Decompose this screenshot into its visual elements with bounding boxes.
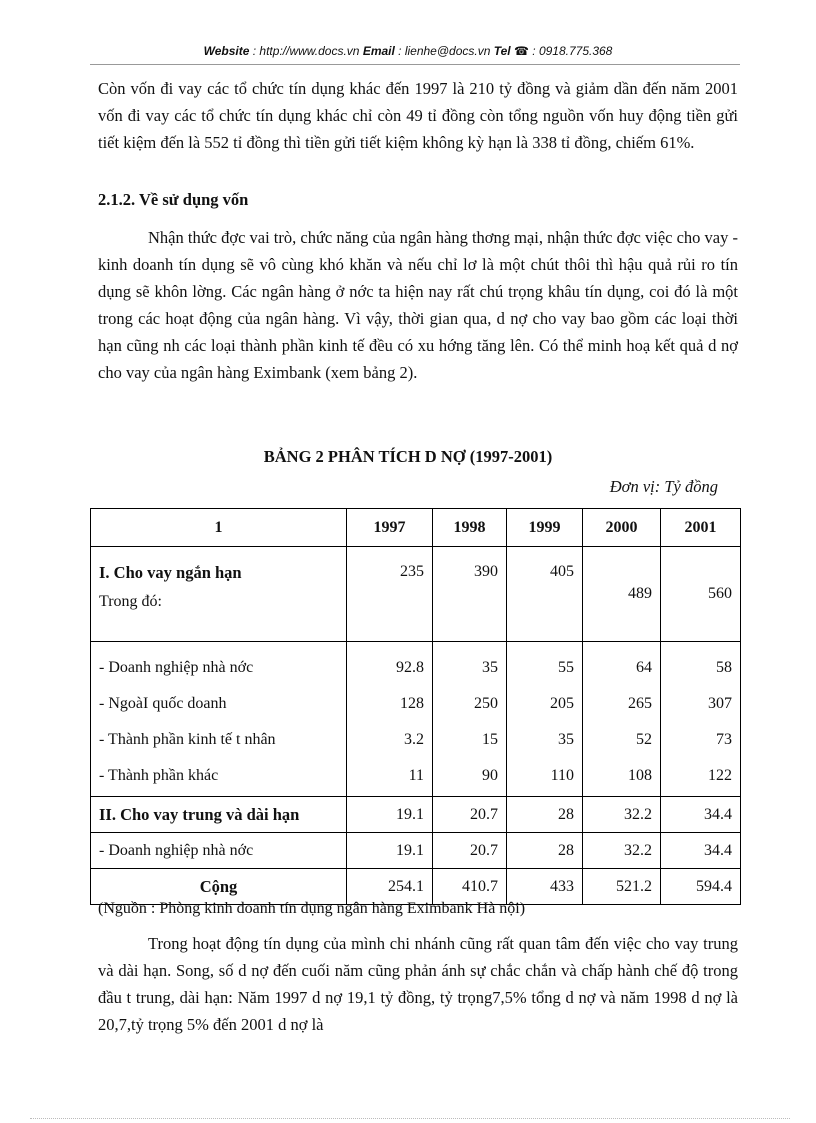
short-term-row (91, 547, 741, 642)
table-cell: 52 (636, 731, 652, 748)
table-cell: 307 (708, 695, 732, 712)
table-cell: 64 (636, 659, 652, 676)
item-label: - Thành phần kinh tế t nhân (99, 731, 276, 748)
table-cell: 405 (507, 547, 583, 642)
table-cell: 235 (347, 547, 433, 642)
section-heading: 2.1.2. Về sử dụng vốn (98, 190, 249, 209)
total-label: Cộng (91, 869, 347, 905)
table-cell: 55 (558, 659, 574, 676)
long-term-item-row (91, 833, 741, 869)
table-cell: 560 (661, 547, 741, 642)
source-note: (Nguồn : Phòng kinh doanh tín dụng ngân hàng Eximbank Hà nội) (98, 900, 526, 917)
loan-table (90, 508, 741, 905)
table-cell: 73 (716, 731, 732, 748)
table-cell: 92.8 (396, 659, 424, 676)
header-cell: 2001 (661, 509, 741, 547)
closing-paragraph: Trong hoạt động tín dụng của mình chi nhánh cũng rất quan tâm đến việc cho vay trung và dài hạn. Song, số d nợ đến cuối năm cũng phản ánh sự chắc chắn và chấp hành chế độ trong đầu t trung, dài hạn: Năm 1997 d nợ 19,1 tỷ đồng, tỷ trọng7,5% tổng d nợ và năm 1998 d nợ là 20,7,tỷ trọng 5% đến 2001 d nợ là (98, 934, 738, 1034)
table-cell: 594.4 (661, 869, 741, 905)
item-label: - Thành phần khác (99, 767, 219, 784)
table-cell: 489 (583, 547, 661, 642)
header-divider (90, 64, 740, 65)
email-value: : lienhe@docs.vn (394, 44, 494, 58)
website-label: Website (203, 44, 250, 58)
table-cell: 410.7 (433, 869, 507, 905)
header-cell: 1998 (433, 509, 507, 547)
table-cell: 390 (433, 547, 507, 642)
table-header-row (91, 509, 741, 547)
table-cell: 28 (507, 833, 583, 869)
table-cell: 20.7 (433, 797, 507, 833)
table-cell: 34.4 (661, 797, 741, 833)
table-cell: 15 (482, 731, 498, 748)
table-cell: 128 (400, 695, 424, 712)
item-label: - Doanh nghiệp nhà nớc (99, 659, 254, 676)
footer-divider (30, 1118, 790, 1119)
table-cell: 28 (507, 797, 583, 833)
website-value: : http://www.docs.vn (249, 44, 363, 58)
table-cell: 90 (482, 767, 498, 784)
table-cell: 19.1 (347, 833, 433, 869)
intro-paragraph: Còn vốn đi vay các tổ chức tín dụng khác đến 1997 là 210 tỷ đồng và giảm dần đến năm 2001 vốn đi vay các tổ chức tín dụng khác chỉ còn 49 tỉ đồng còn tổng nguồn vốn huy động tiền gửi tiết kiệm đến là 552 tỉ đồng thì tiền gửi tiết kiệm không kỳ hạn là 338 tỉ đồng, chiếm 61%. (98, 79, 738, 152)
item-label: - NgoàI quốc doanh (99, 695, 227, 712)
table-cell: 11 (408, 767, 424, 784)
long-term-row (91, 797, 741, 833)
header-cell: 1 (91, 509, 347, 547)
table-cell: 108 (628, 767, 652, 784)
short-term-items-row (91, 642, 741, 797)
table-cell: 521.2 (583, 869, 661, 905)
table-cell: 122 (708, 767, 732, 784)
header-cell: 2000 (583, 509, 661, 547)
header-cell: 1999 (507, 509, 583, 547)
table-cell: 265 (628, 695, 652, 712)
table-cell: 34.4 (661, 833, 741, 869)
table-cell: 32.2 (583, 833, 661, 869)
item-label: - Doanh nghiệp nhà nớc (91, 833, 347, 869)
table-cell: 32.2 (583, 797, 661, 833)
table-cell: 254.1 (347, 869, 433, 905)
page-header (0, 44, 816, 58)
table-cell: 19.1 (347, 797, 433, 833)
section-paragraph: Nhận thức đợc vai trò, chức năng của ngân hàng thơng mại, nhận thức đợc việc cho vay - kinh doanh tín dụng sẽ vô cùng khó khăn và nếu chỉ lơ là một chút thôi thì hậu quả rủi ro tín dụng sẽ khôn lờng. Các ngân hàng ở nớc ta hiện nay rất chú trọng khâu tín dụng, coi đó là một trong các hoạt động của ngân hàng. Vì vậy, thời gian qua, d nợ cho vay bao gồm các loại thời hạn cũng nh các loại thành phần kinh tế đều có xu hớng tăng lên. Có thể minh hoạ kết quả d nợ cho vay của ngân hàng Eximbank (xem bảng 2). (98, 228, 738, 382)
short-term-label: I. Cho vay ngắn hạn (99, 563, 242, 582)
table-cell: 35 (482, 659, 498, 676)
table-cell: 20.7 (433, 833, 507, 869)
table-unit: Đơn vị: Tỷ đồng (609, 477, 718, 496)
tel-value: : 0918.775.368 (528, 44, 613, 58)
table-cell: 433 (507, 869, 583, 905)
table-cell: 110 (550, 767, 574, 784)
table-title: BẢNG 2 PHÂN TÍCH D NỢ (1997-2001) (263, 447, 553, 466)
tel-label: Tel (493, 44, 511, 58)
table-cell: 250 (474, 695, 498, 712)
long-term-label: II. Cho vay trung và dài hạn (91, 797, 347, 833)
phone-icon: ☎ (513, 44, 529, 58)
table-cell: 205 (550, 695, 574, 712)
table-cell: 58 (716, 659, 732, 676)
email-label: Email (362, 44, 395, 58)
table-cell: 3.2 (404, 731, 424, 748)
header-cell: 1997 (347, 509, 433, 547)
short-term-sublabel: Trong đó: (99, 593, 162, 610)
table-cell: 35 (558, 731, 574, 748)
